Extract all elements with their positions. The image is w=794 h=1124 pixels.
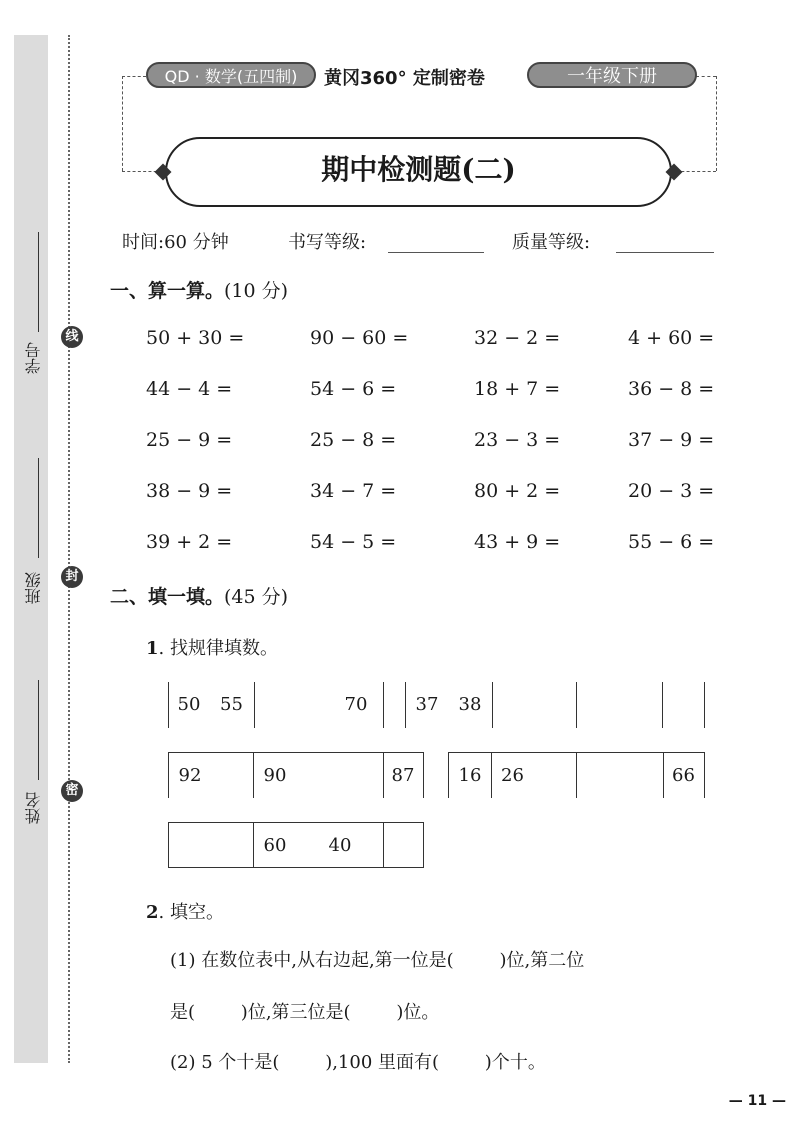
- sequence-cell: 87: [391, 765, 415, 786]
- brand-text: 黄冈360° 定制密卷: [324, 68, 485, 89]
- header-connector-left-v: [122, 76, 123, 171]
- sequence-blank[interactable]: [576, 682, 620, 728]
- quality-grade-label: 质量等级:: [512, 232, 591, 253]
- q2-heading: [146, 898, 224, 924]
- sequence-cell: 92: [178, 765, 202, 786]
- equation: 18 + 7 =: [474, 378, 561, 400]
- sequence-cell: 16: [449, 753, 492, 798]
- sequence-blank[interactable]: [169, 823, 254, 867]
- sequence-cell: 38: [448, 682, 493, 728]
- exam-time: 时间:60 分钟: [122, 232, 229, 253]
- class-blank: [38, 458, 39, 558]
- sequence-blank[interactable]: [662, 682, 704, 728]
- seal-dense-mark: 密: [61, 780, 83, 802]
- sequence-blank[interactable]: [621, 753, 664, 798]
- sequence-blank[interactable]: [383, 823, 423, 867]
- equation: 37 − 9 =: [628, 429, 715, 451]
- sequence-e: [168, 822, 424, 868]
- section1-title: 一、算一算。: [110, 280, 225, 302]
- page-number: — 11 —: [728, 1093, 786, 1109]
- sequence-cell: 70: [344, 694, 368, 715]
- sequence-blank[interactable]: [297, 753, 384, 798]
- sequence-c: [168, 752, 424, 798]
- section2-points: (45 分): [224, 586, 289, 608]
- student-id-label: 学号: [24, 342, 43, 374]
- equation: 20 − 3 =: [628, 480, 715, 502]
- equation: 32 − 2 =: [474, 327, 561, 349]
- section2-heading: [110, 582, 288, 609]
- equation: 80 + 2 =: [474, 480, 561, 502]
- equation: 39 + 2 =: [146, 531, 233, 553]
- writing-grade-blank: [388, 252, 484, 253]
- name-blank: [38, 680, 39, 780]
- grade-badge: 一年级下册: [527, 62, 697, 88]
- seal-line-mark: 线: [61, 326, 83, 348]
- equation: 90 − 60 =: [310, 327, 409, 349]
- q1-number: 1: [146, 638, 159, 659]
- equation: 4 + 60 =: [628, 327, 715, 349]
- equation: 36 − 8 =: [628, 378, 715, 400]
- equation: 25 − 9 =: [146, 429, 233, 451]
- sequence-cell: 55: [209, 682, 255, 728]
- sequence-cell: 90: [263, 765, 287, 786]
- writing-grade-label: 书写等级:: [288, 232, 367, 253]
- sequence-blank[interactable]: [492, 682, 577, 728]
- section1-points: (10 分): [224, 280, 289, 302]
- sequence-cell: 40: [297, 823, 384, 867]
- equation: 23 − 3 =: [474, 429, 561, 451]
- equation: 54 − 5 =: [310, 531, 397, 553]
- page-title: 期中检测题(二): [321, 153, 516, 186]
- header-connector-right: [696, 76, 716, 77]
- sequence-blank[interactable]: [620, 682, 663, 728]
- equation: 55 − 6 =: [628, 531, 715, 553]
- sequence-cell: 37: [415, 694, 439, 715]
- sequence-blank[interactable]: [254, 682, 329, 728]
- header-connector-left: [122, 76, 146, 77]
- sequence-blank[interactable]: [211, 753, 254, 798]
- equation: 50 + 30 =: [146, 327, 245, 349]
- equation: 34 − 7 =: [310, 480, 397, 502]
- q2-line-2: 是( )位,第三位是( )位。: [170, 1002, 440, 1023]
- equation: 43 + 9 =: [474, 531, 561, 553]
- equation: 54 − 6 =: [310, 378, 397, 400]
- equation: 44 − 4 =: [146, 378, 233, 400]
- binding-margin: [14, 35, 48, 1063]
- class-label: 班级: [24, 572, 43, 604]
- sequence-b: [405, 682, 705, 728]
- name-label: 姓名: [24, 792, 43, 824]
- series-badge: QD · 数学(五四制): [146, 62, 316, 88]
- q2-line-3: (2) 5 个十是( ),100 里面有( )个十。: [170, 1052, 546, 1073]
- section2-title: 二、填一填。: [110, 586, 225, 608]
- sequence-cell: 66: [672, 765, 695, 786]
- section1-heading: [110, 276, 288, 303]
- student-id-blank: [38, 232, 39, 332]
- q2-line-1: (1) 在数位表中,从右边起,第一位是( )位,第二位: [170, 950, 585, 971]
- sequence-cell: 26: [491, 753, 577, 798]
- equation: 25 − 8 =: [310, 429, 397, 451]
- sequence-blank[interactable]: [577, 753, 621, 798]
- q2-number: 2: [146, 902, 159, 923]
- binding-dotted-line: [68, 35, 70, 1063]
- q2-text: . 填空。: [158, 902, 224, 923]
- sequence-cell: 60: [263, 835, 287, 856]
- seal-seal-mark: 封: [61, 566, 83, 588]
- header-connector-right-v: [716, 76, 717, 171]
- quality-grade-blank: [616, 252, 714, 253]
- sequence-cell: 50: [177, 694, 201, 715]
- equation: 38 − 9 =: [146, 480, 233, 502]
- q1-text: . 找规律填数。: [158, 638, 278, 659]
- sequence-a: [168, 682, 384, 728]
- q1-heading: [146, 634, 278, 660]
- sequence-d: [448, 752, 705, 798]
